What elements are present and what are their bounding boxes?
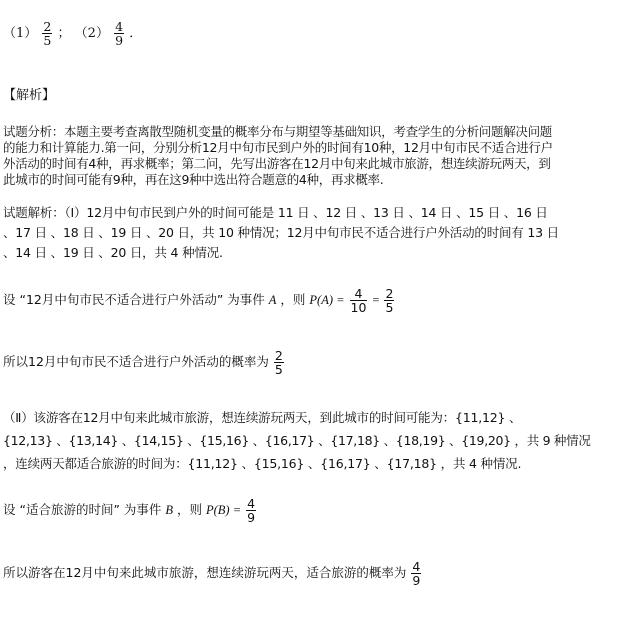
event-a-line — [3, 287, 395, 314]
equals-sign: = — [372, 293, 380, 308]
fraction-denominator: 9 — [115, 33, 124, 49]
answer-part2-label: （2） — [74, 26, 109, 42]
analysis-line: 外活动的时间有4种，再求概率；第二问，先写出游客在12月中旬来此城市旅游，想连续游玩两天，到 — [3, 156, 551, 171]
part2-line: {12,13} 、{13,14} 、{14,15} 、{15,16} 、{16,17} 、{17,18} 、{18,19} 、{19,20} ，共 9 种情况 — [3, 433, 591, 448]
event-b-mid: ，则 — [177, 502, 206, 518]
fraction-numerator: 4 — [354, 286, 363, 301]
answer-fraction-2 — [114, 20, 124, 47]
event-a-fraction-2 — [384, 287, 394, 314]
answer-line — [3, 20, 142, 47]
fraction-numerator: 2 — [274, 348, 283, 363]
solution-line: 试题解析：（Ⅰ）12月中旬市民到户外的时间可能是 11 日 、12 日 、13 日 、14 日 、15 日 、16 日 — [3, 205, 548, 220]
answer-fraction-1 — [42, 20, 52, 47]
fraction-numerator: 2 — [385, 286, 394, 301]
answer-part1-label: （1） — [3, 26, 38, 42]
event-a-mid: ，则 — [280, 292, 310, 308]
conclusion-2-fraction — [411, 560, 421, 587]
fraction-numerator: 4 — [115, 19, 124, 34]
event-a-variable: A — [268, 293, 277, 308]
conclusion-2-text: 所以游客在12月中旬来此城市旅游，想连续游玩两天，适合旅游的概率为 — [3, 565, 407, 581]
event-b-expression: P(B) = — [205, 503, 242, 518]
conclusion-1-line — [3, 349, 285, 376]
event-a-fraction-1 — [350, 287, 368, 314]
fraction-denominator: 10 — [350, 300, 367, 316]
conclusion-1-fraction — [274, 349, 284, 376]
event-b-fraction — [246, 497, 256, 524]
fraction-numerator: 4 — [247, 496, 256, 511]
event-a-expression: P(A) = — [309, 293, 345, 308]
fraction-denominator: 5 — [385, 300, 394, 316]
event-b-line — [3, 497, 257, 524]
event-a-prefix: 设 “12月中旬市民不适合进行户外活动” 为事件 — [3, 292, 269, 308]
analysis-line: 的能力和计算能力.第一问，分别分析12月中旬市民到户外的时间有10种，12月中旬市民不适合进行户 — [3, 140, 553, 155]
solution-line: 、14 日 、19 日 、20 日，共 4 种情况. — [3, 245, 223, 260]
fraction-numerator: 2 — [43, 19, 52, 34]
solution-line: 、17 日 、18 日 、19 日 、20 日，共 10 种情况；12月中旬市民不适合进行户外活动的时间有 13 日 — [3, 225, 559, 240]
part2-line: ，连续两天都适合旅游的时间为：{11,12} 、{15,16} 、{16,17} 、{17,18} ，共 4 种情况. — [3, 456, 522, 471]
event-b-variable: B — [165, 503, 174, 518]
event-b-prefix: 设 “适合旅游的时间” 为事件 — [3, 502, 166, 518]
fraction-denominator: 5 — [43, 33, 52, 49]
answer-end: ． — [129, 26, 143, 42]
fraction-denominator: 9 — [412, 573, 421, 589]
fraction-denominator: 9 — [247, 510, 256, 526]
answer-separator: ； — [57, 26, 71, 42]
analysis-line: 此城市的时间可能有9种，再在这9种中选出符合题意的4种，再求概率. — [3, 172, 384, 187]
part2-line: （Ⅱ）该游客在12月中旬来此城市旅游，想连续游玩两天，到此城市的时间可能为：{11,12} 、 — [3, 410, 522, 425]
analysis-line: 试题分析：本题主要考查离散型随机变量的概率分布与期望等基础知识，考查学生的分析问题解决问题 — [3, 124, 553, 139]
fraction-denominator: 5 — [274, 362, 283, 378]
section-title: 【解析】 — [3, 88, 56, 103]
conclusion-1-text: 所以12月中旬市民不适合进行户外活动的概率为 — [3, 354, 269, 370]
conclusion-2-line — [3, 560, 422, 587]
fraction-numerator: 4 — [412, 559, 421, 574]
